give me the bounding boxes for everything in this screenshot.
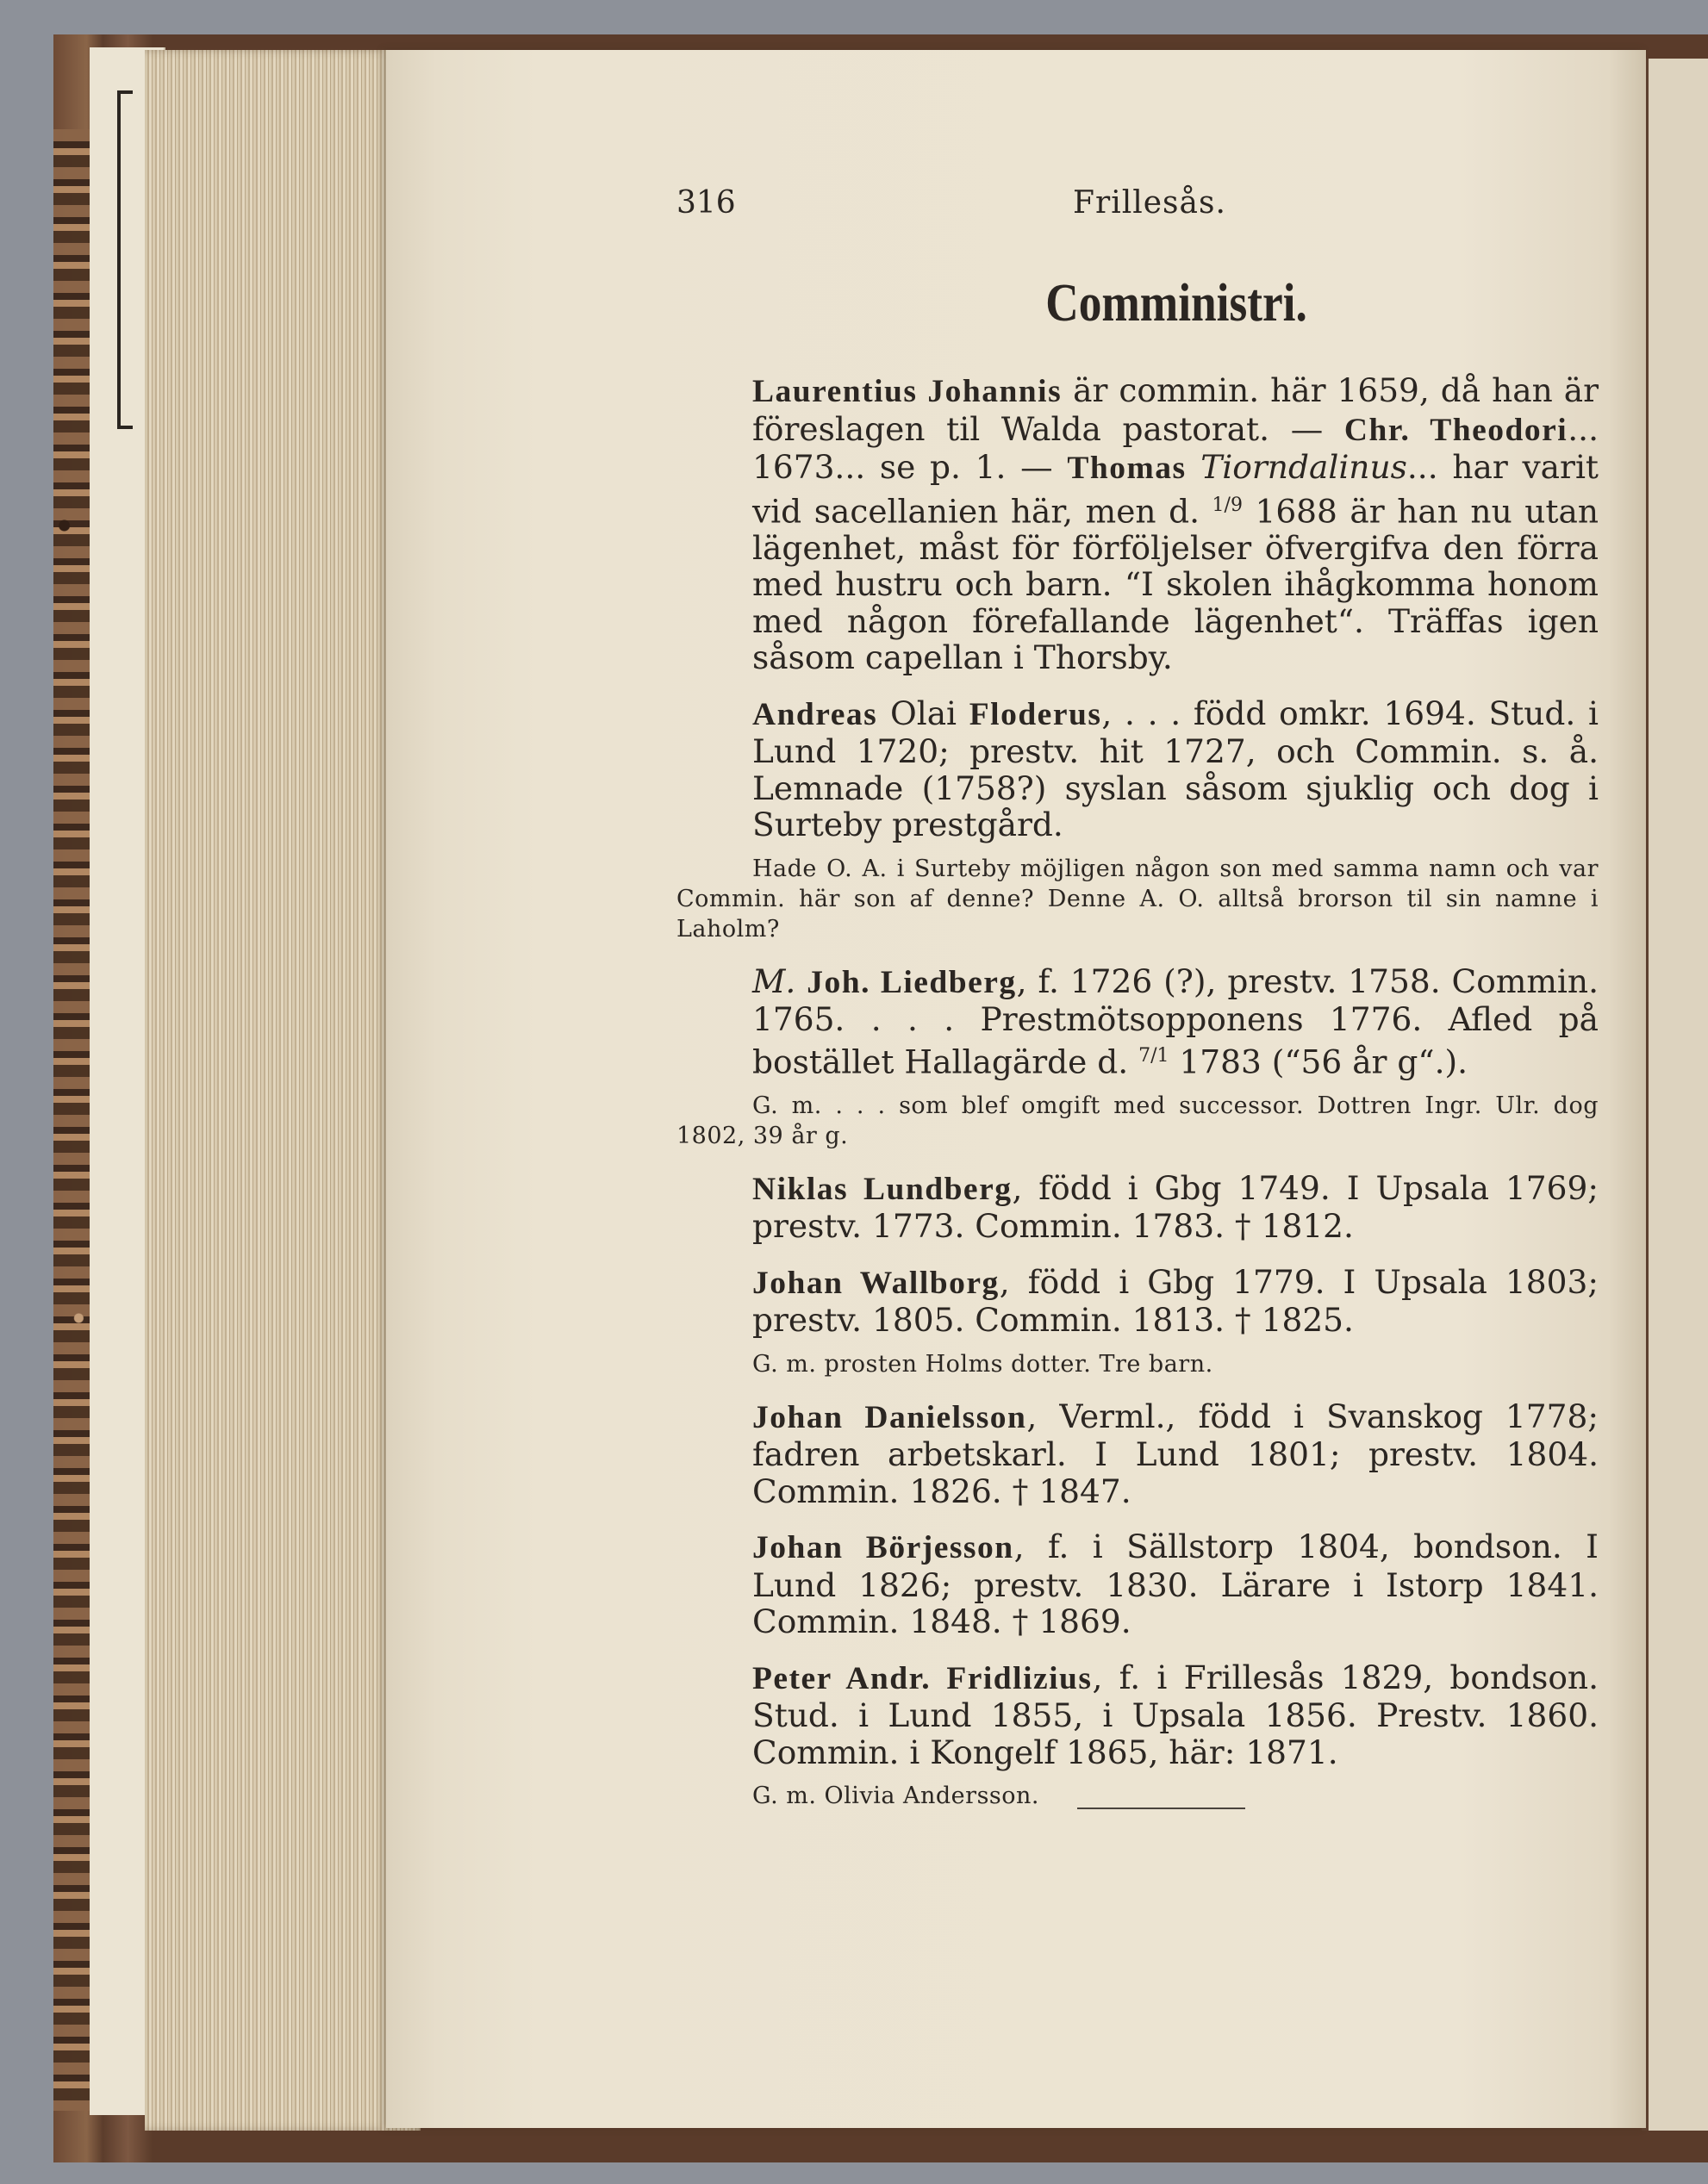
italic-text: Tiorndalinus <box>1200 448 1407 486</box>
entry-text: ... har varit vid sacellanien här, men d. <box>752 448 1599 530</box>
entry-text: , f. 1726 (?), prestv. 1758. Commin. 1765. . . . Prestmötsopponens 1776. Afled på bostället Hallagärde d. <box>752 961 1599 1080</box>
person-name: Andreas <box>752 696 878 732</box>
entry-text: 1688 är han nu utan lägenhet, måst för förföljelser öfvergifva den förra med hustru och barn. “I skolen ihågkomma honom med någon förefallande lägenhet“. Träffas igen såsom capellan i Thorsby. <box>752 492 1599 676</box>
running-head <box>676 185 1599 237</box>
entry-fridlizius <box>676 1659 1599 1771</box>
entry-note-fridlizius: G. m. Olivia Andersson. <box>752 1783 1040 1809</box>
date-fraction: 7/1 <box>1138 1044 1169 1067</box>
person-name: Niklas Lundberg <box>752 1171 1013 1207</box>
entry-lundberg <box>676 1170 1599 1245</box>
date-fraction: 1/9 <box>1212 494 1243 516</box>
marbled-edge <box>53 129 90 2111</box>
person-name: Johan Danielsson <box>752 1399 1027 1435</box>
entry-text: , f. i Frillesås 1829, bondson. Stud. i Lund 1855, i Upsala 1856. Prestv. 1860. Commin. i Kongelf 1865, här: 1871. <box>752 1658 1599 1771</box>
italic-text: M. <box>752 961 796 1000</box>
person-name: Joh. Liedberg <box>807 964 1017 1000</box>
entry-text <box>795 962 807 1000</box>
entry-text: är commin. här 1659, då han är föreslagen til Walda pastorat. — <box>752 371 1599 448</box>
person-name: Peter Andr. Fridlizius <box>752 1660 1093 1696</box>
page-number: 316 <box>676 185 736 221</box>
running-title: Frillesås. <box>1073 185 1226 221</box>
entry-text: , . . . född omkr. 1694. Stud. i Lund 1720; prestv. hit 1727, och Commin. s. å. Lemnade (1758?) syslan såsom sjuklig och dog i Surteby prestgård. <box>752 694 1599 843</box>
person-name: Johan Wallborg <box>752 1265 1000 1301</box>
person-name: Johan Börjesson <box>752 1530 1014 1565</box>
entry-wallborg <box>676 1264 1599 1339</box>
facing-page-edge <box>1642 59 1708 2131</box>
page-text <box>676 185 1599 1811</box>
endpaper-bracket-mark <box>117 90 133 429</box>
entry-text: , Verml., född i Svanskog 1778; fadren arbetskarl. I Lund 1801; prestv. 1804. Commin. 1826. † 1847. <box>752 1397 1599 1510</box>
person-name: Thomas <box>1067 451 1187 486</box>
person-name: Floderus <box>969 696 1102 732</box>
entry-note-wallborg: G. m. prosten Holms dotter. Tre barn. <box>752 1350 1213 1378</box>
section-heading: Comministri. <box>1045 274 1307 333</box>
page-edges <box>145 50 421 2131</box>
entry-text: Olai <box>877 694 969 732</box>
entry-text <box>1187 448 1201 486</box>
entry-borjesson <box>676 1528 1599 1640</box>
entry-text: ... 1673... se p. 1. — <box>752 409 1599 486</box>
entry-liedberg <box>676 963 1599 1080</box>
person-name: Laurentius Johannis <box>752 374 1063 409</box>
entry-text: , född i Gbg 1779. I Upsala 1803; prestv. 1805. Commin. 1813. † 1825. <box>752 1262 1599 1339</box>
end-rule <box>1077 1808 1245 1809</box>
entry-danielsson <box>676 1398 1599 1510</box>
entry-text: , f. i Sällstorp 1804, bondson. I Lund 1826; prestv. 1830. Lärare i Istorp 1841. Commin. 1848. † 1869. <box>752 1528 1599 1640</box>
entry-note-liedberg: G. m. . . . som blef omgift med successor. Dottren Ingr. Ulr. dog 1802, 39 år g. <box>676 1092 1599 1149</box>
entry-text: , född i Gbg 1749. I Upsala 1769; prestv. 1773. Commin. 1783. † 1812. <box>752 1168 1599 1245</box>
entry-floderus <box>676 695 1599 843</box>
person-name: Chr. Theodori <box>1343 412 1568 448</box>
entry-text: 1783 (“56 år g“.). <box>1169 1042 1468 1080</box>
entry-list <box>676 372 1599 1811</box>
entry-laurentius <box>676 372 1599 676</box>
entry-note-floderus: Hade O. A. i Surteby möjligen någon son med samma namn och var Commin. här son af denne? Denne A. O. alltså brorson til sin namne i Laholm? <box>676 855 1599 943</box>
